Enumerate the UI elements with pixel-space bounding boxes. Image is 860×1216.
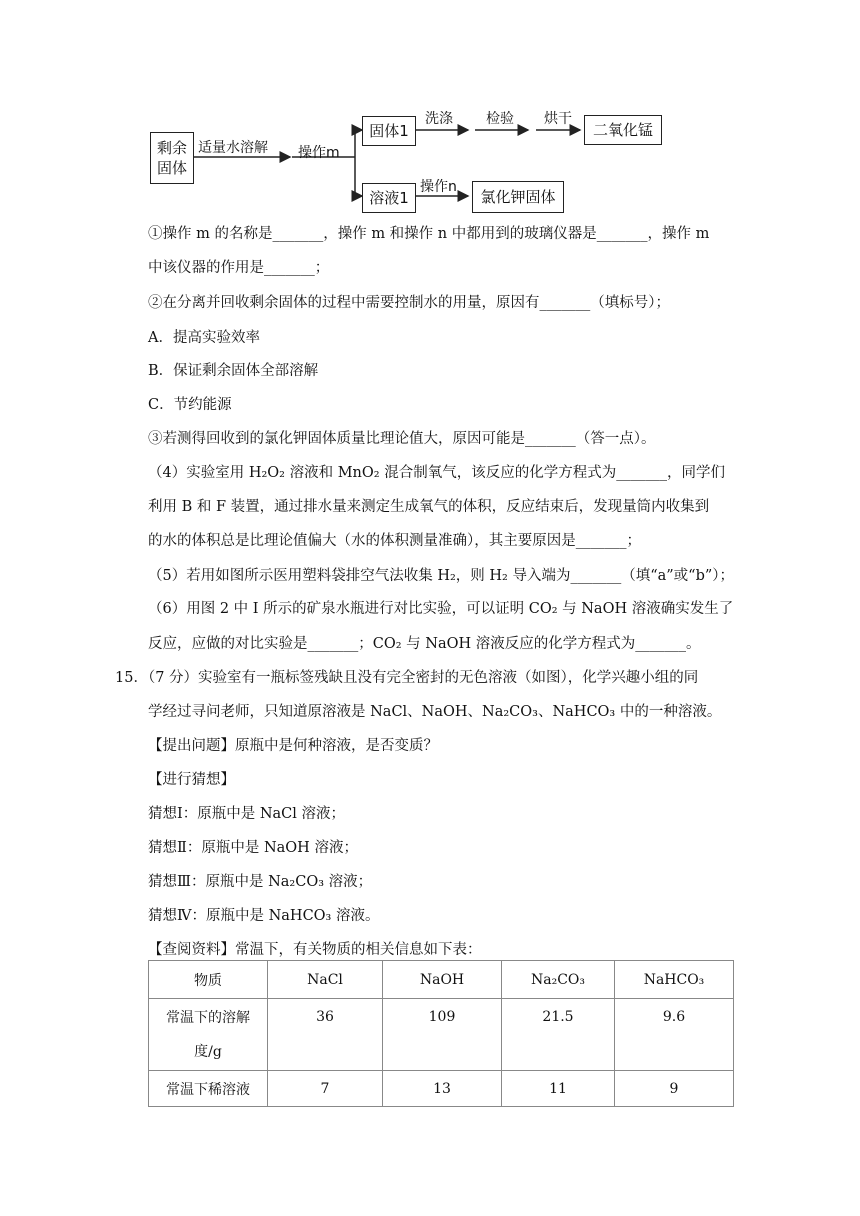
table-cell: 109: [383, 999, 502, 1071]
text-line-7: ③若测得回收到的氯化钾固体质量比理论值大，原因可能是_______（答一点）。: [148, 431, 656, 447]
table-row-label: [149, 999, 268, 1071]
box-solid1: 固体1: [362, 116, 416, 146]
label-op-n: 操作n: [420, 179, 457, 195]
text-line-13: 反应，应做的对比实验是_______；CO₂ 与 NaOH 溶液反应的化学方程式为_______。: [148, 636, 701, 652]
text-line-3: ②在分离并回收剩余固体的过程中需要控制水的用量，原因有_______（填标号）；: [148, 295, 670, 311]
row-label-line-2: 度/g: [194, 1044, 222, 1060]
table-header-cell: NaOH: [383, 961, 502, 999]
text-line-12: （6）用图 2 中 I 所示的矿泉水瓶进行对比实验，可以证明 CO₂ 与 NaOH 溶液确实发生了: [148, 601, 734, 617]
table-cell: 21.5: [502, 999, 615, 1071]
text-line-8: （4）实验室用 H₂O₂ 溶液和 MnO₂ 混合制氧气，该反应的化学方程式为_______，同学们: [148, 465, 725, 481]
hypothesis-3: 猜想Ⅲ：原瓶中是 Na₂CO₃ 溶液；: [148, 874, 373, 890]
table-row: [149, 1071, 734, 1107]
box-kcl: 氯化钾固体: [472, 181, 564, 213]
table-cell: 7: [268, 1071, 383, 1107]
label-test: 检验: [486, 111, 514, 127]
option-b: B．保证剩余固体全部溶解: [148, 363, 319, 379]
table-row-label: 常温下稀溶液: [149, 1071, 268, 1107]
option-c: C．节约能源: [148, 397, 232, 413]
properties-table: [148, 960, 734, 1107]
table-row: [149, 999, 734, 1071]
table-header-row: [149, 961, 734, 999]
section-hypothesis: 【进行猜想】: [148, 772, 235, 788]
box-remaining-solid: 剩余 固体: [150, 132, 194, 184]
box-solution1: 溶液1: [362, 183, 416, 213]
table-header-cell: NaHCO₃: [615, 961, 734, 999]
label-dry: 烘干: [544, 111, 572, 127]
table-header-cell: NaCl: [268, 961, 383, 999]
option-a: A．提高实验效率: [148, 330, 260, 346]
hypothesis-2: 猜想Ⅱ：原瓶中是 NaOH 溶液；: [148, 840, 358, 856]
table-cell: 36: [268, 999, 383, 1071]
question-15-line-1: 15．（7 分）实验室有一瓶标签残缺且没有完全密封的无色溶液（如图），化学兴趣小组的同: [115, 670, 699, 686]
label-wash: 洗涤: [425, 111, 453, 127]
table-header-cell: 物质: [149, 961, 268, 999]
table-header-cell: Na₂CO₃: [502, 961, 615, 999]
table-cell: 13: [383, 1071, 502, 1107]
text-line-2: 中该仪器的作用是_______；: [148, 260, 330, 276]
text-line-10: 的水的体积总是比理论值偏大（水的体积测量准确），其主要原因是_______；: [148, 533, 641, 549]
row-label-line-1: 常温下的溶解: [166, 1010, 250, 1026]
table-cell: 9.6: [615, 999, 734, 1071]
section-reference: 【查阅资料】常温下，有关物质的相关信息如下表：: [148, 942, 482, 958]
hypothesis-1: 猜想Ⅰ：原瓶中是 NaCl 溶液；: [148, 806, 346, 822]
label-op-m: 操作m: [298, 145, 340, 161]
text-line-9: 利用 B 和 F 装置，通过排水量来测定生成氧气的体积，反应结束后，发现量筒内收集到: [148, 499, 710, 515]
hypothesis-4: 猜想Ⅳ：原瓶中是 NaHCO₃ 溶液。: [148, 908, 380, 924]
label-dissolve: 适量水溶解: [198, 140, 268, 156]
flow-diagram: [150, 100, 670, 220]
text-line-11: （5）若用如图所示医用塑料袋排空气法收集 H₂，则 H₂ 导入端为_______（填“a”或“b”）；: [148, 568, 735, 584]
question-15-line-2: 学经过寻问老师，只知道原溶液是 NaCl、NaOH、Na₂CO₃、NaHCO₃ 中的一种溶液。: [148, 704, 722, 720]
box-mno2: 二氧化锰: [584, 115, 662, 145]
section-question: 【提出问题】原瓶中是何种溶液，是否变质？: [148, 738, 438, 754]
table-cell: 9: [615, 1071, 734, 1107]
table-cell: 11: [502, 1071, 615, 1107]
text-line-1: ①操作 m 的名称是_______，操作 m 和操作 n 中都用到的玻璃仪器是_______，操作 m: [148, 226, 710, 242]
